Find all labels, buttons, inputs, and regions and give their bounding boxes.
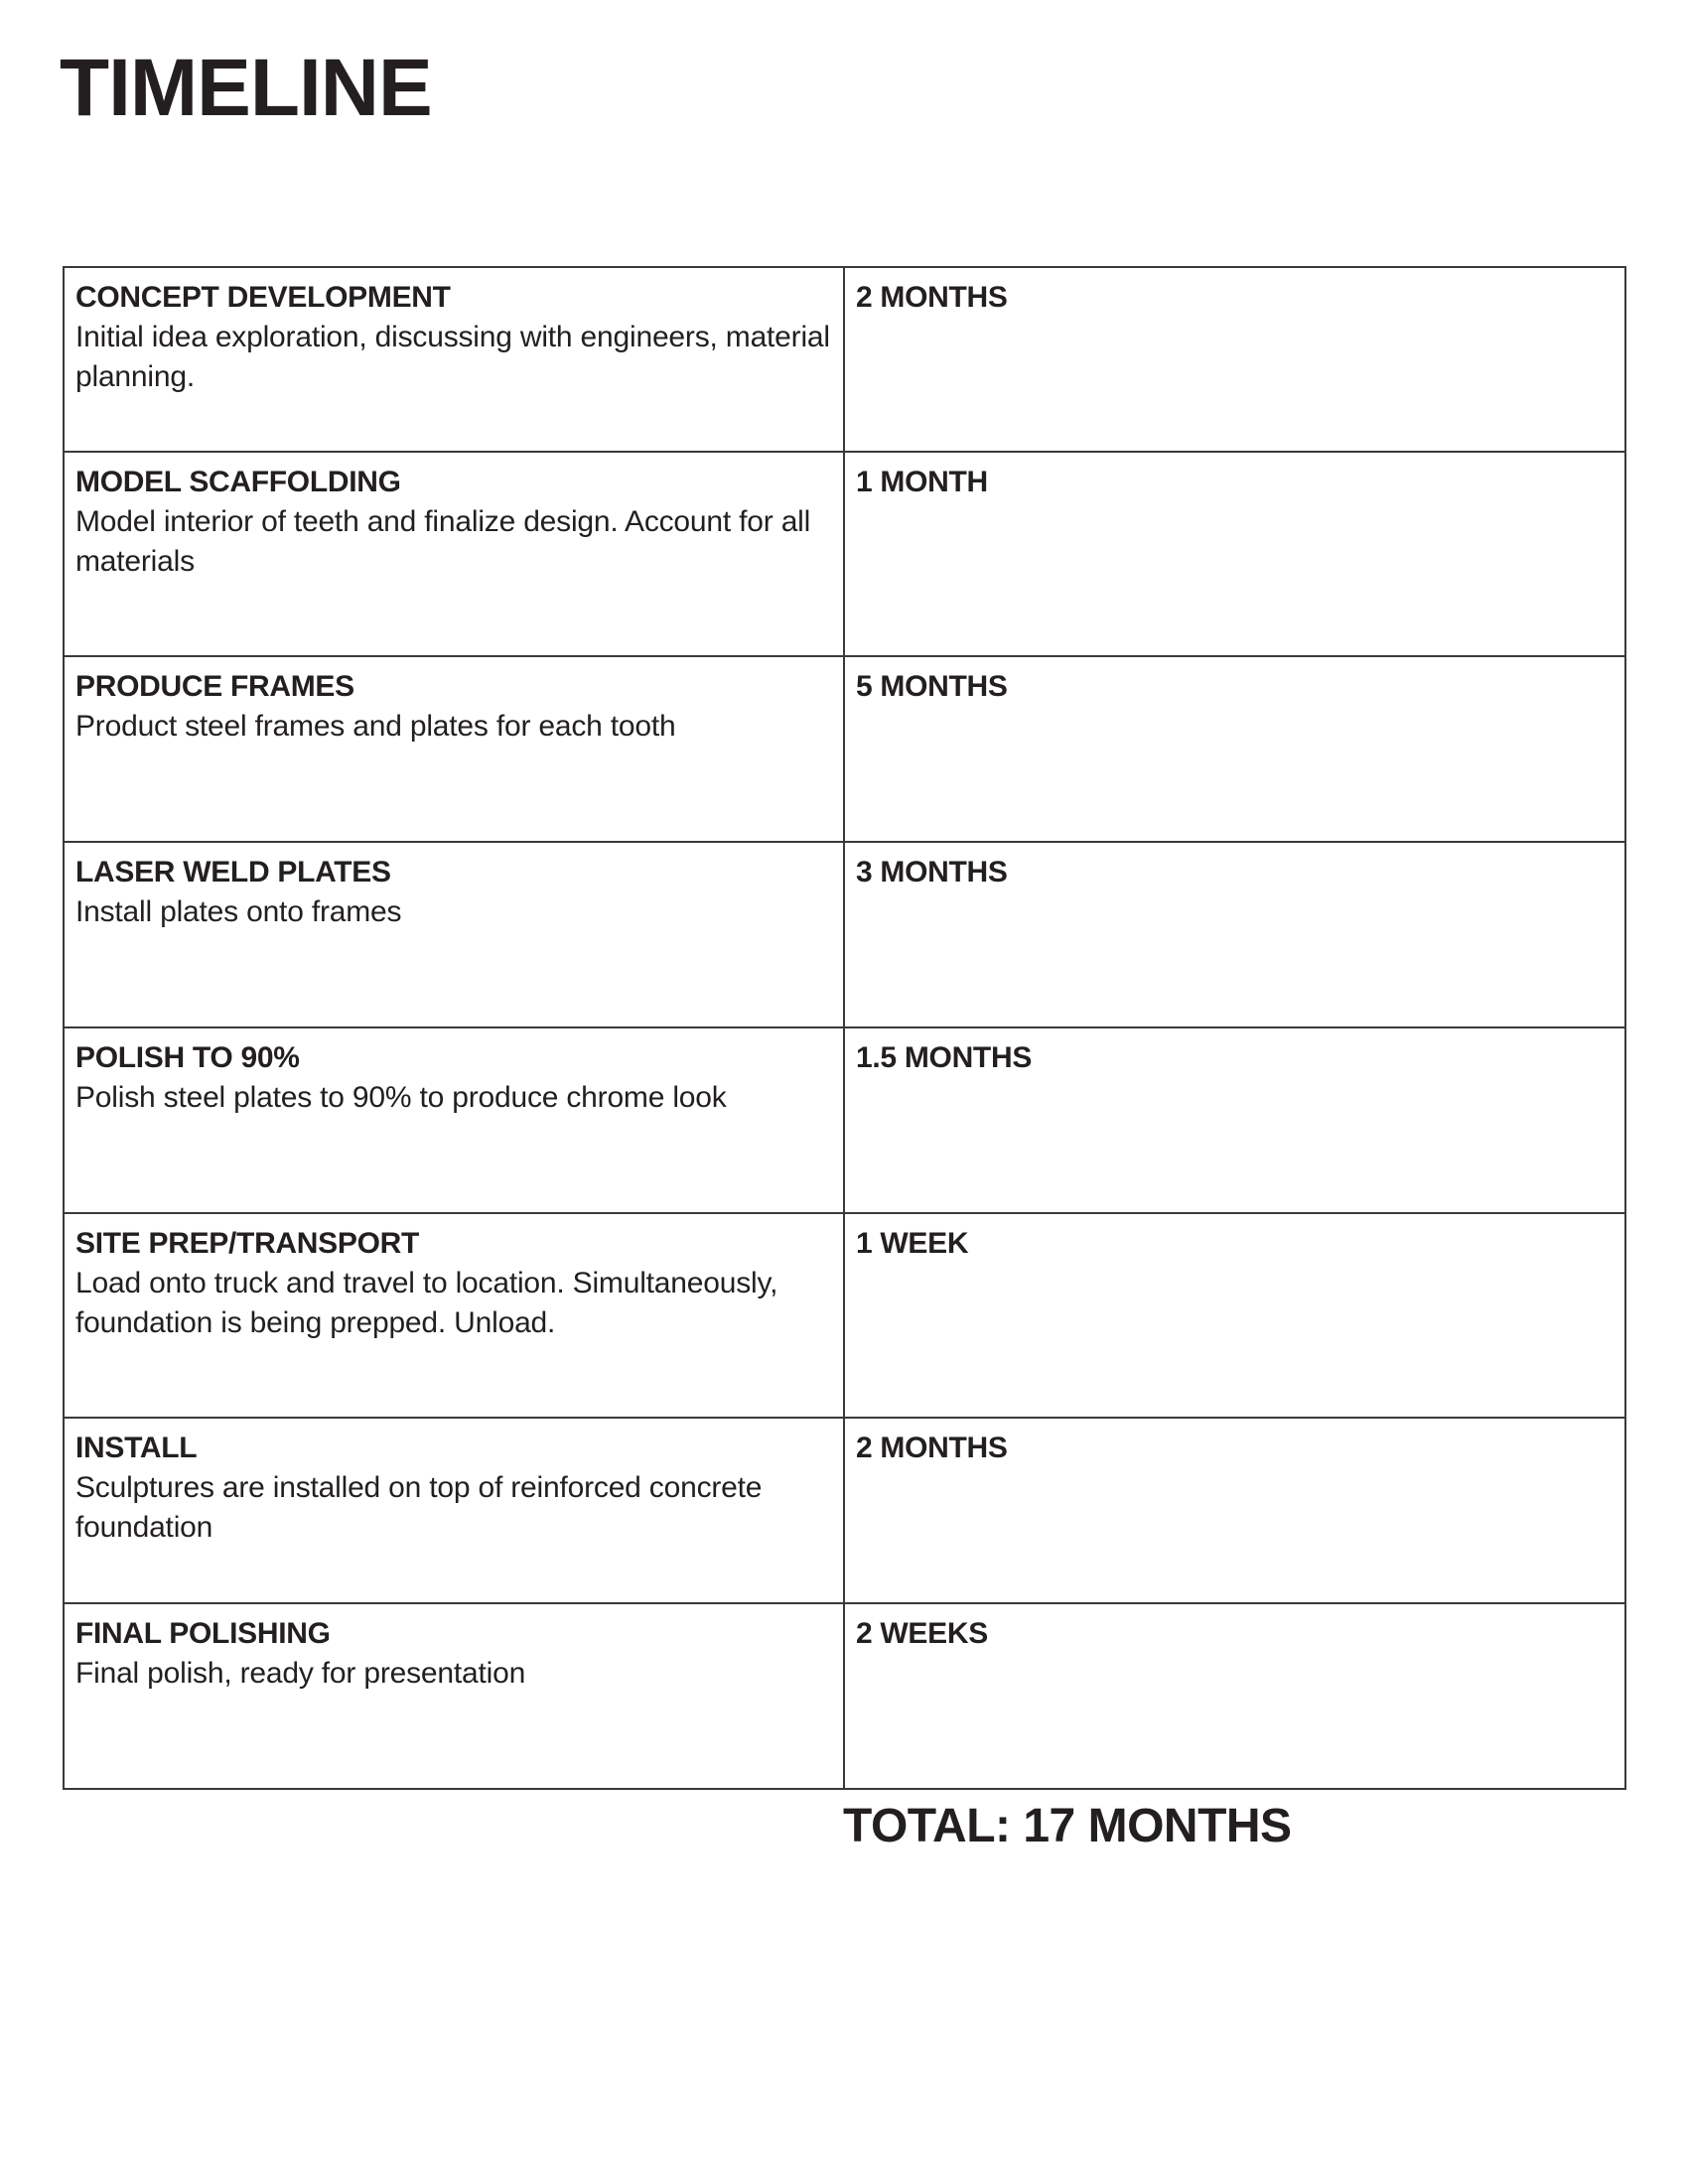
duration-cell: [844, 1418, 1625, 1603]
table-row: [64, 1418, 1625, 1603]
task-duration: 1 WEEK: [856, 1227, 969, 1260]
duration-cell: [844, 267, 1625, 452]
task-duration: 2 MONTHS: [856, 1432, 1008, 1464]
task-title: MODEL SCAFFOLDING: [75, 466, 401, 498]
duration-cell: [844, 1027, 1625, 1213]
task-description: Model interior of teeth and finalize design. Account for all materials: [75, 505, 811, 578]
page-title: TIMELINE: [60, 43, 432, 133]
task-description: Load onto truck and travel to location. Simultaneously, foundation is being prepped. Unload.: [75, 1267, 778, 1339]
task-cell: [64, 267, 844, 452]
task-title: FINAL POLISHING: [75, 1617, 331, 1650]
table-row: [64, 842, 1625, 1027]
task-description: Sculptures are installed on top of reinforced concrete foundation: [75, 1471, 763, 1544]
task-cell: [64, 1213, 844, 1418]
duration-cell: [844, 1603, 1625, 1789]
duration-cell: [844, 656, 1625, 842]
task-title: POLISH TO 90%: [75, 1041, 300, 1074]
task-title: LASER WELD PLATES: [75, 856, 391, 888]
table-row: [64, 452, 1625, 656]
task-description: Install plates onto frames: [75, 895, 402, 928]
total-duration: TOTAL: 17 MONTHS: [843, 1800, 1292, 1852]
table-row: [64, 1027, 1625, 1213]
task-duration: 5 MONTHS: [856, 670, 1008, 703]
task-cell: [64, 1418, 844, 1603]
task-duration: 2 WEEKS: [856, 1617, 988, 1650]
task-description: Initial idea exploration, discussing with engineers, material planning.: [75, 321, 830, 393]
task-description: Polish steel plates to 90% to produce chrome look: [75, 1081, 727, 1114]
task-cell: [64, 1027, 844, 1213]
task-cell: [64, 1603, 844, 1789]
task-duration: 1.5 MONTHS: [856, 1041, 1033, 1074]
table-row: [64, 267, 1625, 452]
task-title: SITE PREP/TRANSPORT: [75, 1227, 420, 1260]
task-cell: [64, 656, 844, 842]
task-duration: 1 MONTH: [856, 466, 988, 498]
table-row: [64, 1213, 1625, 1418]
duration-cell: [844, 842, 1625, 1027]
task-title: CONCEPT DEVELOPMENT: [75, 281, 451, 314]
task-cell: [64, 842, 844, 1027]
task-description: Product steel frames and plates for each tooth: [75, 710, 676, 743]
task-description: Final polish, ready for presentation: [75, 1657, 526, 1690]
task-duration: 2 MONTHS: [856, 281, 1008, 314]
table-row: [64, 1603, 1625, 1789]
timeline-table: [63, 266, 1626, 1790]
duration-cell: [844, 1213, 1625, 1418]
task-duration: 3 MONTHS: [856, 856, 1008, 888]
task-cell: [64, 452, 844, 656]
table-row: [64, 656, 1625, 842]
task-title: INSTALL: [75, 1432, 198, 1464]
task-title: PRODUCE FRAMES: [75, 670, 354, 703]
duration-cell: [844, 452, 1625, 656]
